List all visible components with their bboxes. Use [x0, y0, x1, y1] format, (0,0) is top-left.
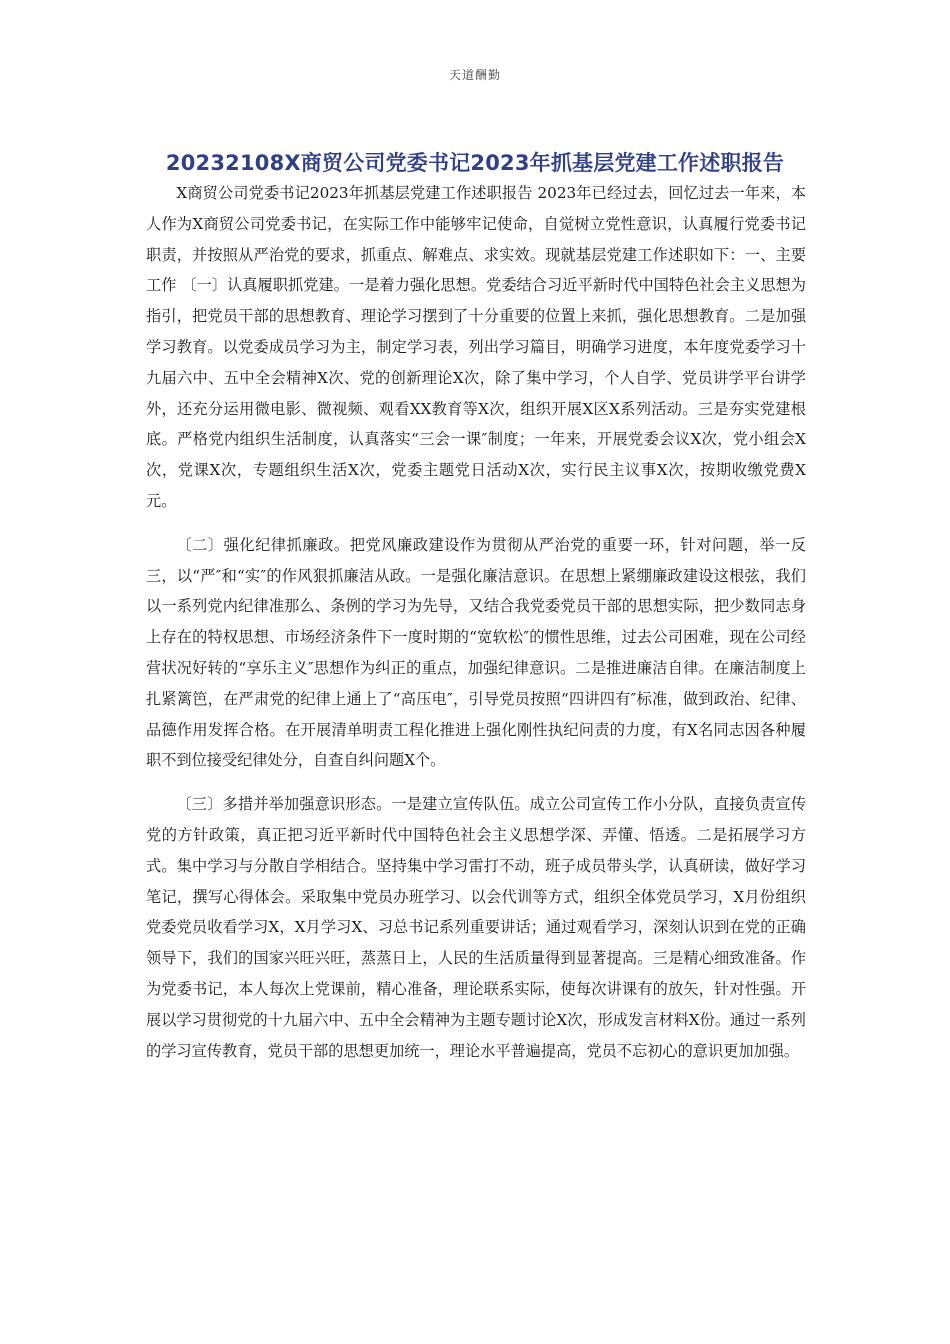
paragraph-ideology: 〔三〕多措并举加强意识形态。一是建立宣传队伍。成立公司宣传工作小分队，直接负责宣传党的方针政策，真正把习近平新时代中国特色社会主义思想学深、弄懂、悟透。二是拓展学习方式。集中学习与分散自学相结合。坚持集中学习雷打不动，班子成员带头学，认真研读，做好学习笔记，撰写心得体会。采取集中党员办班学习、以会代训等方式，组织全体党员学习，X月份组织党委党员收看学习X，X月学习X、习总书记系列重要讲话；通过观看学习，深刻认识到在党的正确领导下，我们的国家兴旺兴旺，蒸蒸日上，人民的生活质量得到显著提高。三是精心细致准备。作为党委书记，本人每次上党课前，精心准备，理论联系实际，使每次讲课有的放矢，针对性强。开展以学习贯彻党的十九届六中、五中全会精神为主题专题讨论X次，形成发言材料X份。通过一系列的学习宣传教育，党员干部的思想更加统一，理论水平普遍提高，党员不忘初心的意识更加加强。 — [146, 795, 806, 1060]
document-title: 20232108X商贸公司党委书记2023年抓基层党建工作述职报告 — [165, 151, 785, 176]
document-body — [146, 178, 806, 1066]
page-header: 天道酬勤 — [448, 68, 501, 82]
paragraph-discipline: 〔二〕强化纪律抓廉政。把党风廉政建设作为贯彻从严治党的重要一环，针对问题，举一反三，以“严″和“实″的作风狠抓廉洁从政。一是强化廉洁意识。在思想上紧绷廉政建设这根弦，我们以一系列党内纪律准那么、条例的学习为先导，又结合我党委党员干部的思想实际，把少数同志身上存在的特权思想、市场经济条件下一度时期的“宽软松″的惯性思维，过去公司困难，现在公司经营状况好转的“享乐主义″思想作为纠正的重点，加强纪律意识。二是推进廉洁自律。在廉洁制度上扎紧篱笆，在严肃党的纪律上通上了“高压电″，引导党员按照“四讲四有″标准，做到政治、纪律、品德作用发挥合格。在开展清单明责工程化推进上强化刚性执纪问责的力度，有X名同志因各种履职不到位接受纪律处分，自查自纠问题X个。 — [146, 535, 806, 770]
paragraph-intro: X商贸公司党委书记2023年抓基层党建工作述职报告 2023年已经过去，回忆过去一年来，本人作为X商贸公司党委书记，在实际工作中能够牢记使命，自觉树立党性意识，认真履行党委书记职责，并按照从严治党的要求，抓重点、解难点、求实效。现就基层党建工作述职如下：一、主要工作 〔一〕认真履职抓党建。一是着力强化思想。党委结合习近平新时代中国特色社会主义思想为指引，把党员干部的思想教育、理论学习摆到了十分重要的位置上来抓，强化思想教育。二是加强学习教育。以党委成员学习为主，制定学习表，列出学习篇目，明确学习进度，本年度党委学习十九届六中、五中全会精神X次、党的创新理论X次，除了集中学习，个人自学、党员讲学平台讲学外，还充分运用微电影、微视频、观看XX教育等X次，组织开展X区X系列活动。三是夯实党建根底。严格党内组织生活制度，认真落实“三会一课″制度；一年来，开展党委会议X次，党小组会X次，党课X次，专题组织生活X次，党委主题党日活动X次，实行民主议事X次，按期收缴党费X元。 — [146, 184, 806, 510]
